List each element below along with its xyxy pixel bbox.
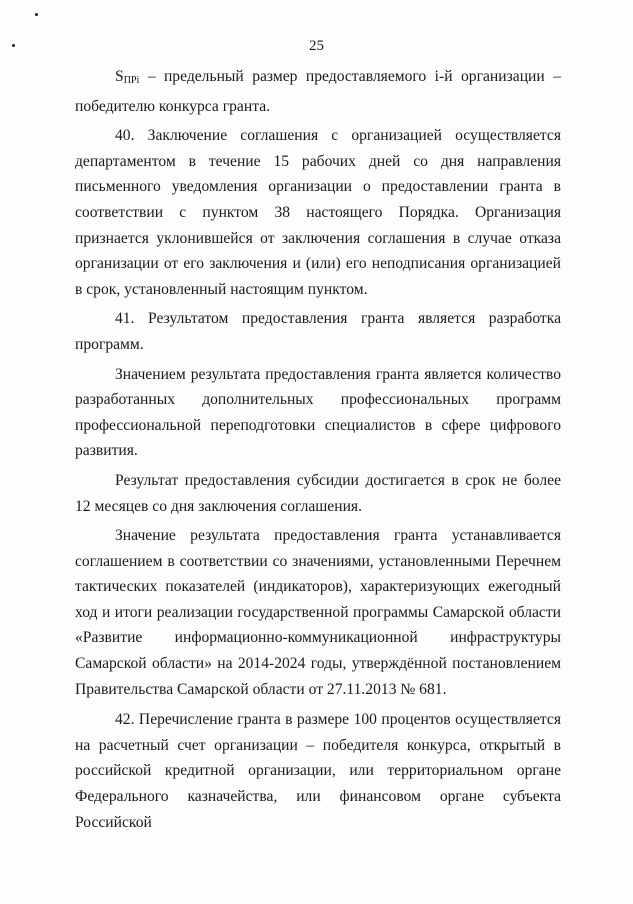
scan-speck [35, 13, 38, 16]
paragraph-result-value: Значением результата предоставления гранта является количество разработанных дополнительных профессиональных программ профессиональной переподготовки специалистов в сфере цифрового развития. [75, 365, 561, 460]
formula-subscript: ПРi [123, 75, 140, 86]
paragraph-42: 42. Перечисление гранта в размере 100 процентов осуществляется на расчетный счет организации – победителя конкурса, открытый в российской кредитной организации, или территориальном органе Федерального казначейства, или финансовом органе субъекта Российской [75, 711, 561, 831]
formula-definition [75, 64, 561, 119]
formula-symbol: S [115, 68, 124, 85]
formula-definition-text: – предельный размер предоставляемого i-й организации – победителю конкурса гранта. [75, 68, 561, 115]
paragraph-40: 40. Заключение соглашения с организацией осуществляется департаментом в течение 15 рабочих дней со дня направления письменного уведомления организации о предоставлении гранта в соответствии с пунктом 38 настоящего Порядка. Организация признается уклонившейся от заключения соглашения в случае отказа организации от его заключения и (или) его неподписания организацией в срок, установленный настоящим пунктом. [75, 127, 561, 298]
paragraph-41: 41. Результатом предоставления гранта является разработка программ. [75, 310, 561, 353]
paragraph-result-agreement: Значение результата предоставления гранта устанавливается соглашением в соответствии со значениями, установленными Перечнем тактических показателей (индикаторов), характеризующих ежегодный ход и итоги реализации государственной программы Самарской области «Развитие информационно-коммуникационной инфраструктуры Самарской области» на 2014-2024 годы, утверждённой постановлением Правительства Самарской области от 27.11.2013 № 681. [75, 527, 561, 698]
page-number: 25 [309, 38, 324, 54]
document-body [75, 64, 561, 835]
paragraph-result-term: Результат предоставления субсидии достигается в срок не более 12 месяцев со дня заключения соглашения. [75, 471, 561, 515]
